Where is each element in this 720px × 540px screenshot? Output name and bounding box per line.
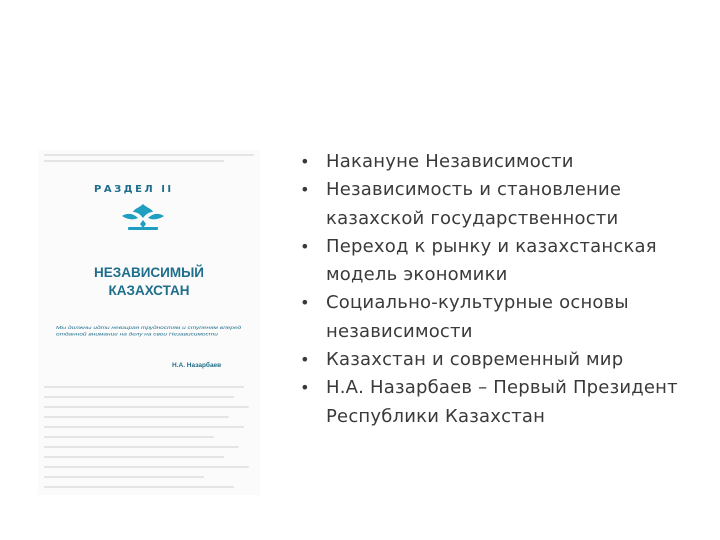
book-epigraph-author: Н.А. Назарбаев <box>172 362 222 369</box>
faint-text-line <box>44 154 254 156</box>
list-item <box>296 148 706 176</box>
book-title-line: НЕЗАВИСИМЫЙ <box>93 265 205 280</box>
book-page-image <box>38 150 260 495</box>
book-epigraph: Мы должны идти невзирая трудностям и ступеням вперед отданной внимание на делу на свои Независимости <box>56 325 242 337</box>
topics-list <box>296 148 706 431</box>
faint-text-line <box>44 386 244 388</box>
faint-text-line <box>44 466 249 468</box>
faint-text-line <box>44 406 249 408</box>
faint-text-line <box>44 446 239 448</box>
bullet-icon: • <box>300 152 310 171</box>
list-item <box>296 346 706 374</box>
faint-text-line <box>44 160 224 162</box>
book-title <box>74 264 224 300</box>
faint-text-line <box>44 426 244 428</box>
bullet-icon: • <box>300 378 310 398</box>
list-item-text: модель экономики <box>326 264 508 286</box>
list-item-text: Независимость и становление <box>326 179 622 201</box>
bullet-icon: • <box>300 293 310 313</box>
bullet-icon: • <box>300 180 310 200</box>
list-item <box>296 289 706 346</box>
list-item-text: Н.А. Назарбаев – Первый Президент <box>326 377 678 399</box>
faint-text-line <box>44 456 224 458</box>
list-item-text: Казахстан и современный мир <box>326 349 624 371</box>
faint-text-line <box>44 396 234 398</box>
list-item-text: независимости <box>326 320 473 342</box>
kazakh-ornament-icon <box>120 202 166 232</box>
list-item <box>296 233 706 290</box>
book-title-line: КАЗАХСТАН <box>108 283 190 298</box>
bullet-icon: • <box>300 236 310 256</box>
faint-text-line <box>44 486 234 488</box>
bullet-icon: • <box>300 350 310 370</box>
list-item-text: казахской государственности <box>326 207 619 229</box>
list-item-text: Социально-культурные основы <box>326 292 629 314</box>
list-item-text: Накануне Независимости <box>326 151 574 172</box>
list-item <box>296 176 706 233</box>
faint-text-line <box>44 476 204 478</box>
list-item-text: Республики Казахстан <box>326 405 546 427</box>
faint-text-line <box>44 436 214 438</box>
faint-text-line <box>44 416 229 418</box>
list-item-text: Переход к рынку и казахстанская <box>326 235 657 257</box>
section-label: РАЗДЕЛ II <box>94 184 174 195</box>
list-item <box>296 374 706 431</box>
